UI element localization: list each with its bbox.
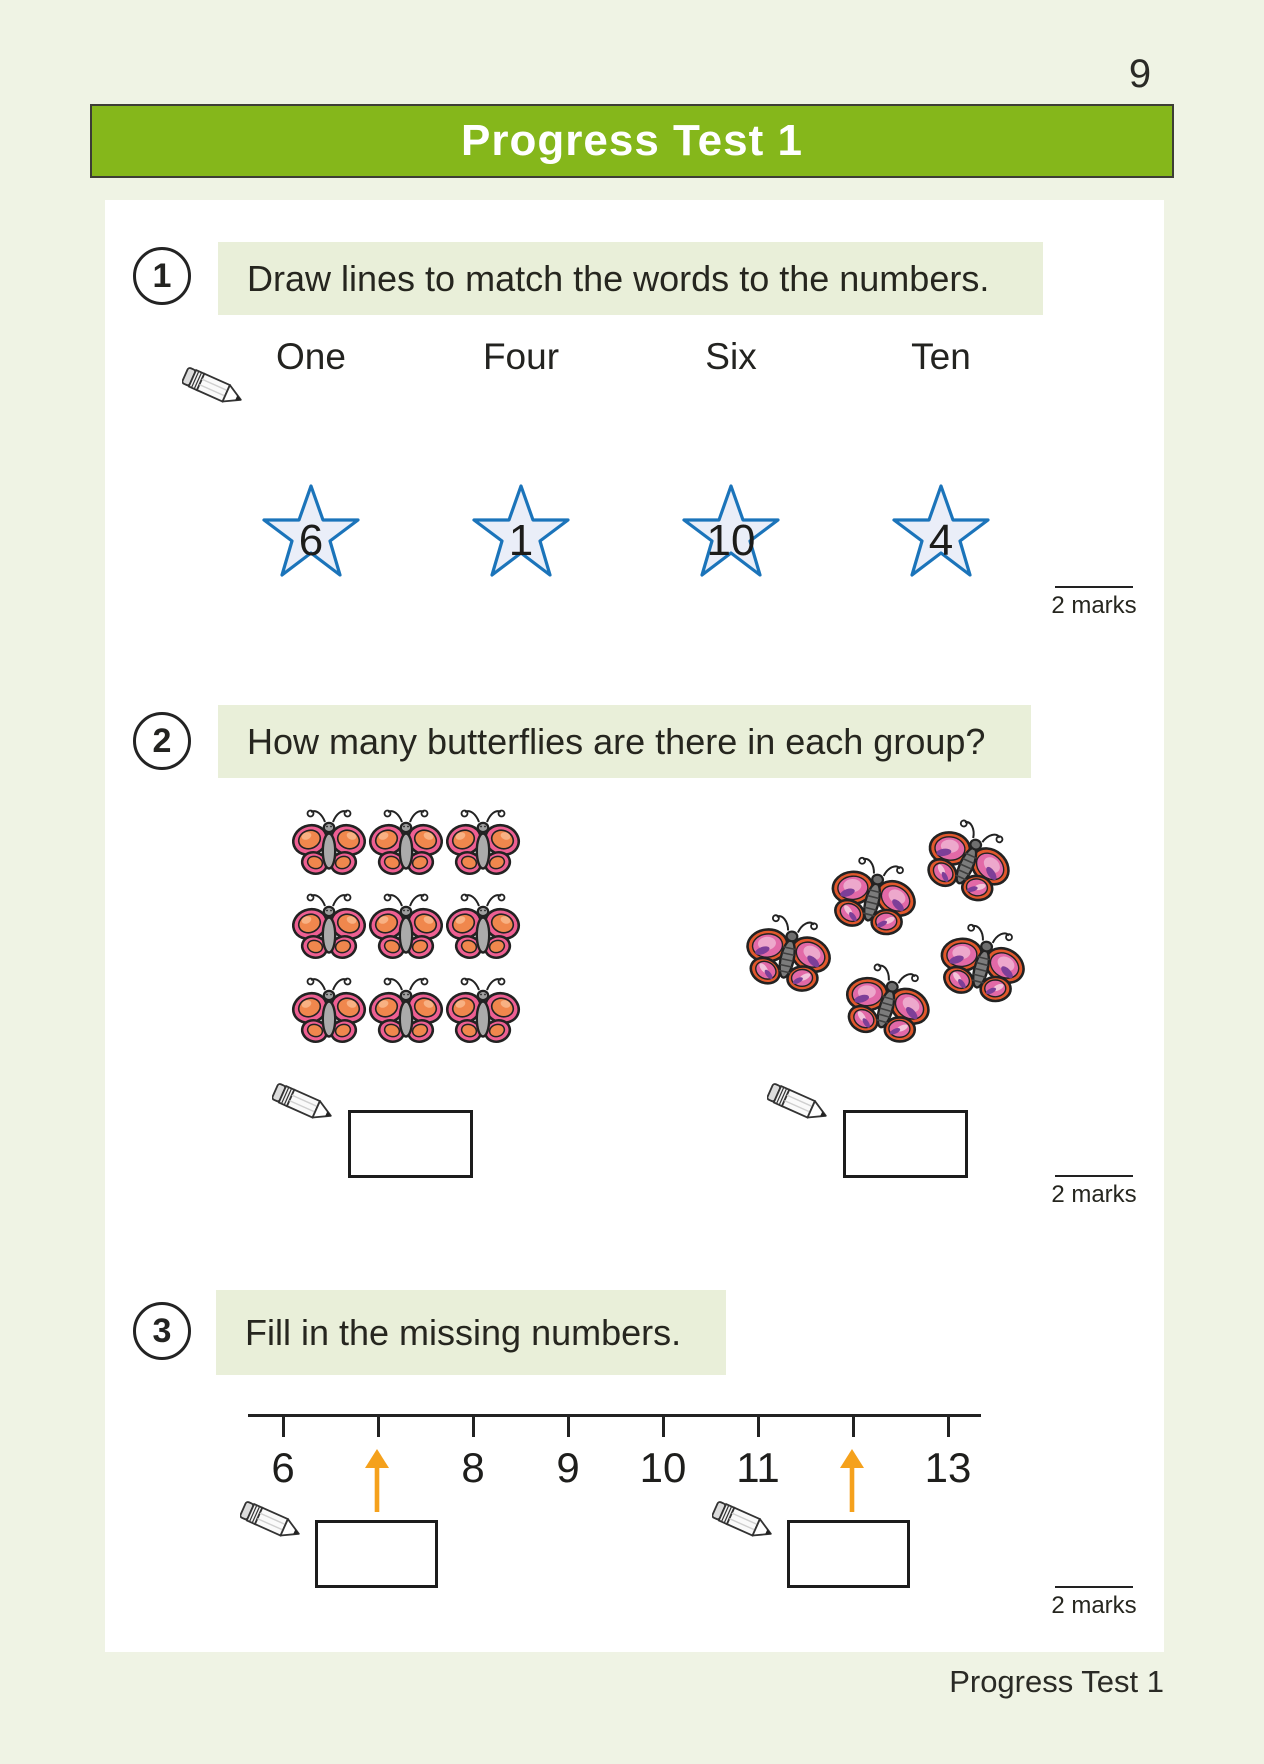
tick-mark [757, 1414, 760, 1437]
title-banner [90, 104, 1174, 178]
footer-label: Progress Test 1 [949, 1664, 1164, 1699]
q2-prompt: How many butterflies are there in each group? [247, 720, 986, 762]
q2-number-badge [133, 712, 191, 770]
star-number: 6 [298, 516, 324, 565]
answer-box-right-group[interactable] [843, 1110, 968, 1178]
marks-label: 2 marks [1051, 1592, 1137, 1619]
tick-mark [472, 1414, 475, 1437]
up-arrow-icon [364, 1448, 390, 1514]
star-icon[interactable] [261, 482, 361, 580]
marks-line [1055, 1586, 1133, 1588]
q1-prompt: Draw lines to match the words to the numbers. [247, 257, 990, 299]
answer-box-left-group[interactable] [348, 1110, 473, 1178]
star-icon[interactable] [891, 482, 991, 580]
q3-number: 3 [152, 1311, 172, 1350]
marks-line [1055, 586, 1133, 588]
butterfly-icon [289, 973, 369, 1051]
marks-line [1055, 1175, 1133, 1177]
butterfly-icon [289, 889, 369, 967]
match-word-six[interactable]: Six [705, 336, 757, 377]
tick-mark [662, 1414, 665, 1437]
tick-mark [567, 1414, 570, 1437]
q1-number: 1 [152, 256, 172, 295]
tick-mark [282, 1414, 285, 1437]
star-number: 4 [928, 516, 954, 565]
pencil-icon [272, 1078, 350, 1138]
up-arrow-icon [839, 1448, 865, 1514]
tick-label: 13 [924, 1444, 972, 1491]
q1-prompt-highlight [218, 242, 1043, 315]
tick-mark [947, 1414, 950, 1437]
tick-label: 9 [556, 1444, 580, 1491]
pencil-icon [240, 1496, 318, 1556]
match-word-four[interactable]: Four [482, 336, 560, 377]
butterfly-icon [443, 889, 523, 967]
star-number: 1 [508, 516, 534, 565]
q3-prompt-highlight [216, 1290, 726, 1375]
q3-number-badge [133, 1302, 191, 1360]
q3-prompt: Fill in the missing numbers. [245, 1311, 682, 1353]
q1-marks [1050, 586, 1138, 620]
marks-label: 2 marks [1051, 592, 1137, 619]
star-icon[interactable] [681, 482, 781, 580]
pencil-icon [712, 1496, 790, 1556]
tick-label: 6 [271, 1444, 295, 1491]
butterfly-icon [366, 889, 446, 967]
answer-box-missing-7[interactable] [315, 1520, 438, 1588]
tick-mark [852, 1414, 855, 1437]
pencil-icon [182, 362, 260, 422]
butterfly-icon [443, 973, 523, 1051]
tick-label: 11 [736, 1444, 780, 1491]
q2-prompt-highlight [218, 705, 1031, 778]
banner-title: Progress Test 1 [461, 116, 803, 165]
tick-label: 10 [639, 1444, 687, 1491]
answer-box-missing-12[interactable] [787, 1520, 910, 1588]
butterfly-icon [443, 805, 523, 883]
butterfly-icon [366, 805, 446, 883]
pencil-icon [767, 1078, 845, 1138]
number-line [248, 1414, 981, 1417]
page-number: 9 [1128, 52, 1152, 96]
q2-number: 2 [152, 721, 172, 760]
star-number: 10 [706, 516, 756, 565]
q2-marks [1050, 1175, 1138, 1209]
q3-marks [1050, 1586, 1138, 1620]
tick-label: 8 [461, 1444, 485, 1491]
q1-number-badge [133, 247, 191, 305]
butterfly-icon [366, 973, 446, 1051]
tick-mark [377, 1414, 380, 1437]
match-word-ten[interactable]: Ten [911, 336, 971, 377]
star-icon[interactable] [471, 482, 571, 580]
match-word-one[interactable]: One [276, 336, 346, 377]
butterfly-icon [289, 805, 369, 883]
marks-label: 2 marks [1051, 1181, 1137, 1208]
